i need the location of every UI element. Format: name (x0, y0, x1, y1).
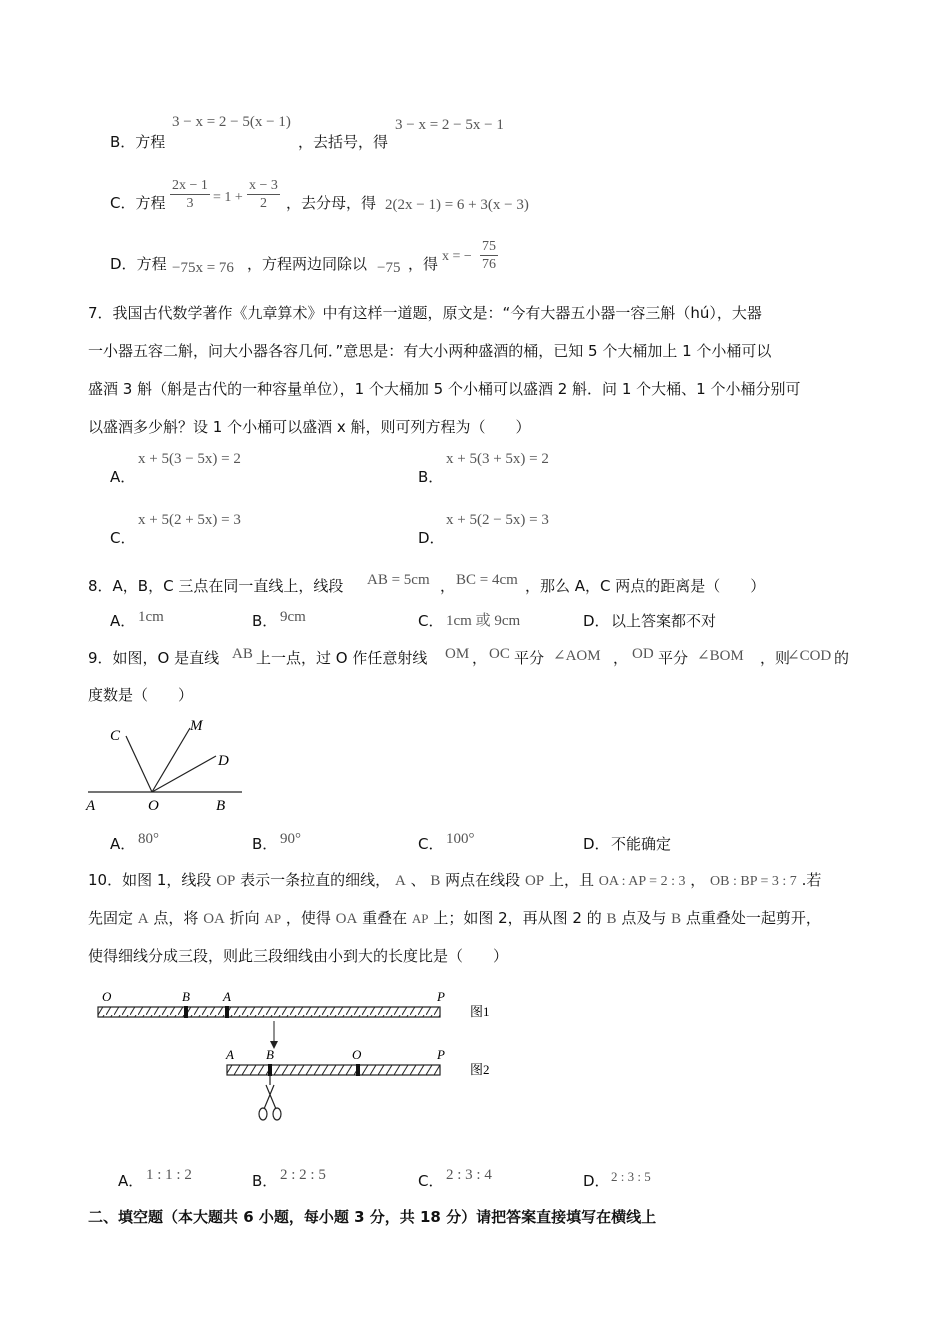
q9-om: OM (445, 646, 470, 662)
q8-option-b-label: B． (252, 612, 278, 630)
q6-option-c: C．方程 (110, 194, 166, 212)
q10-option-a-label: A． (118, 1172, 144, 1190)
q8-comma: ， (440, 577, 456, 595)
q6-c-fraction-1: $\frac{2x - 1}{3}$ (172, 178, 208, 211)
fig1-label-b: B (182, 989, 190, 1004)
ray-oc (126, 736, 152, 792)
fig1-rope (98, 1007, 440, 1017)
q9-option-a-label: A． (110, 835, 136, 853)
q8-bc: BC = 4cm (456, 572, 518, 588)
q10-line-3: 使得细线分成三段，则此三段细线由小到大的长度比是（ ） (88, 947, 509, 965)
q8-option-c: 1cm 或 9cm (446, 613, 521, 629)
q10-option-b-label: B． (252, 1172, 278, 1190)
q10-figures (90, 985, 510, 1125)
q9-angle-cod: ∠COD (787, 648, 832, 664)
q10-option-b: 2 : 2 : 5 (280, 1167, 326, 1183)
q6-d-fraction: $\frac{75}{76}$ (482, 239, 496, 272)
fig1-caption: 图1 (470, 1004, 490, 1019)
q8-stem-1: 8．A，B，C 三点在同一直线上，线段 (88, 577, 344, 595)
q9-stem-2: 上一点，过 O 作任意射线 (256, 649, 428, 667)
fig1-label-o: O (102, 989, 112, 1004)
q8-option-a-label: A． (110, 612, 136, 630)
q8-option-c-label: C． (418, 612, 444, 630)
q9-stem-1: 9．如图，O 是直线 (88, 649, 220, 667)
label-d: D (218, 753, 229, 769)
fig2-label-o: O (352, 1047, 362, 1062)
q7-option-a-label: A． (110, 468, 136, 486)
q6-option-b: B．方程 (110, 133, 166, 151)
q9-stem-line-2: 度数是（ ） (88, 686, 194, 704)
fig2-mark-o (356, 1064, 360, 1076)
fig1-label-p: P (437, 989, 445, 1004)
q10-option-d-label: D． (583, 1172, 610, 1190)
q9-stem-4: 平分 (658, 649, 689, 667)
q9-comma-2: ， (613, 649, 629, 667)
q9-oc: OC (489, 646, 510, 662)
q10-line-1: 10．如图 1，线段 OP 表示一条拉直的细线， A 、 B 两点在线段 OP 上，且 OA : AP = 2 : 3 ， OB : BP = 3 : 7 .若 (88, 871, 822, 889)
scissors-icon (259, 1075, 281, 1120)
q6-d-text-2: ，得 (408, 255, 439, 273)
q9-angle-aom: ∠AOM (553, 648, 601, 664)
q10-line-2: 先固定 A 点，将 OA 折向 AP ，使得 OA 重叠在 AP 上；如图 2，再从图 2 的 B 点及与 B 点重叠处一起剪开， (88, 909, 821, 927)
label-a: A (86, 798, 96, 814)
fig2-rope (227, 1065, 440, 1075)
q9-option-c: 100° (446, 831, 475, 847)
q9-figure (80, 710, 250, 815)
q7-line-3: 盛酒 3 斛（斛是古代的一种容量单位），1 个大桶加 5 个小桶可以盛酒 2 斛．问 1 个大桶、1 个小桶分别可 (88, 380, 801, 398)
fig2-label-a: A (226, 1047, 234, 1062)
q6-option-d: D．方程 (110, 255, 167, 273)
q9-comma-1: ， (472, 649, 488, 667)
q6-c-result: 2(2x − 1) = 6 + 3(x − 3) (385, 197, 529, 213)
label-o: O (148, 798, 159, 814)
q10-option-c: 2 : 3 : 4 (446, 1167, 492, 1183)
label-b: B (216, 798, 226, 814)
fig1-mark-b (184, 1006, 188, 1018)
ray-om (152, 728, 190, 792)
q9-od: OD (632, 646, 654, 662)
q6-b-result: 3 − x = 2 − 5x − 1 (395, 117, 504, 133)
q7-option-a: x + 5(3 − 5x) = 2 (138, 451, 241, 467)
section-2-title: 二、填空题（本大题共 6 小题，每小题 3 分，共 18 分）请把答案直接填写在横线上 (88, 1208, 657, 1226)
q9-stem-3: 平分 (514, 649, 545, 667)
q8-option-d-label: D． (583, 612, 610, 630)
q6-d-equation: −75x = 76 (172, 260, 234, 276)
q6-b-equation: 3 − x = 2 − 5(x − 1) (172, 114, 291, 130)
q7-line-4: 以盛酒多少斛？设 1 个小桶可以盛酒 x 斛，则可列方程为（ ） (88, 418, 531, 436)
q6-d-text: ，方程两边同除以 (247, 255, 368, 273)
fig1-mark-a (225, 1006, 229, 1018)
fig2-mark-b (268, 1064, 272, 1076)
ray-od (152, 756, 216, 792)
q10-option-a: 1 : 1 : 2 (146, 1167, 192, 1183)
q7-option-c-label: C． (110, 529, 136, 547)
q6-c-fraction-2: $\frac{x - 3}{2}$ (249, 178, 278, 211)
q6-c-mid: = 1 + (213, 190, 243, 205)
q7-option-b-label: B． (418, 468, 444, 486)
q8-option-a: 1cm (138, 609, 164, 625)
q8-stem-2: ，那么 A，C 两点的距离是（ ） (525, 577, 766, 595)
q9-option-d-label: D． (583, 835, 610, 853)
q9-stem-6: 的 (834, 649, 850, 667)
q9-option-b: 90° (280, 831, 301, 847)
q6-b-text: ，去括号，得 (298, 133, 389, 151)
q7-option-d-label: D． (418, 529, 445, 547)
label-c: C (110, 728, 121, 744)
fig2-label-p: P (437, 1047, 445, 1062)
q7-line-2: 一小器五容二斛，问大小器各容几何．”意思是：有大小两种盛酒的桶，已知 5 个大桶加上 1 个小桶可以 (88, 342, 772, 360)
q7-option-d: x + 5(2 − 5x) = 3 (446, 512, 549, 528)
q6-d-lhs: x = − (442, 249, 472, 264)
q9-option-d: 不能确定 (611, 835, 672, 853)
q8-ab: AB = 5cm (367, 572, 430, 588)
q9-stem-5: ，则 (760, 649, 791, 667)
fig2-label-b: B (266, 1047, 274, 1062)
label-m: M (190, 718, 203, 734)
fig1-label-a: A (223, 989, 231, 1004)
q7-option-c: x + 5(2 + 5x) = 3 (138, 512, 241, 528)
q7-line-1: 7．我国古代数学著作《九章算术》中有这样一道题，原文是：“今有大器五小器一容三斛（hú），大器 (88, 304, 762, 322)
q10-option-c-label: C． (418, 1172, 444, 1190)
q10-option-d: 2 : 3 : 5 (611, 1169, 651, 1184)
q8-option-b: 9cm (280, 609, 306, 625)
fig2-caption: 图2 (470, 1062, 490, 1077)
q7-option-b: x + 5(3 + 5x) = 2 (446, 451, 549, 467)
q9-option-b-label: B． (252, 835, 278, 853)
q6-d-divisor: −75 (377, 260, 401, 276)
q6-c-text: ，去分母，得 (286, 194, 377, 212)
q8-option-d: 以上答案都不对 (611, 612, 717, 630)
q9-angle-bom: ∠BOM (697, 648, 744, 664)
q9-ab: AB (232, 646, 253, 662)
q9-option-c-label: C． (418, 835, 444, 853)
q9-option-a: 80° (138, 831, 159, 847)
